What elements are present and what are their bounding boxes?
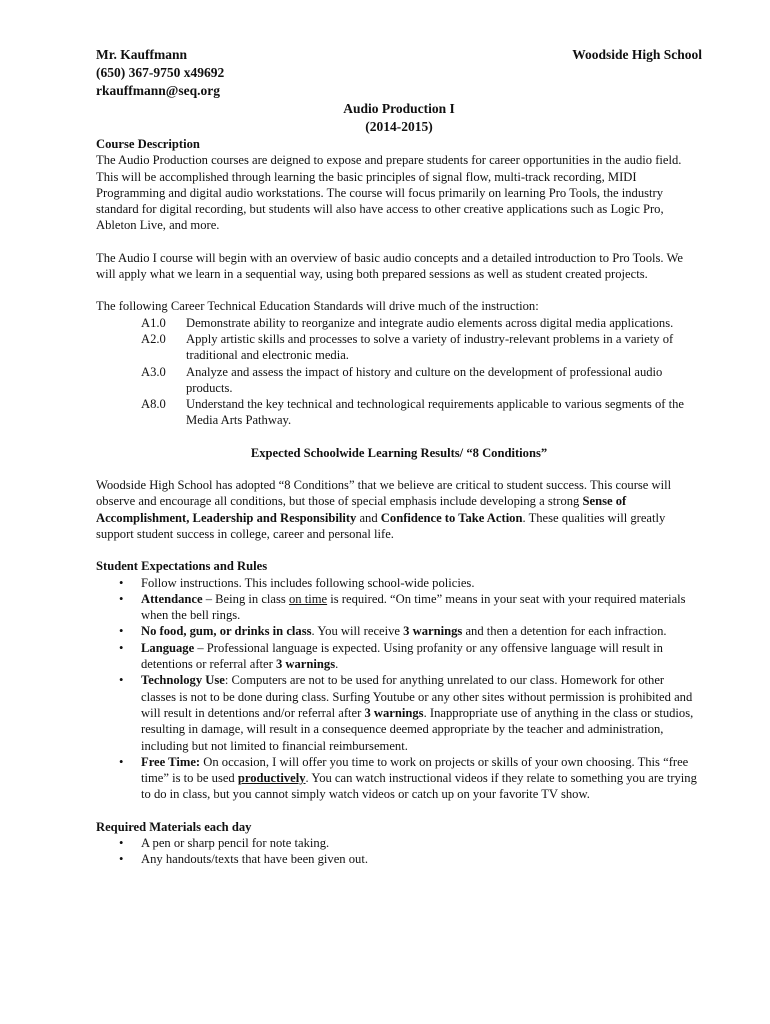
eslr-text-2: and [356,510,381,525]
eslr-heading: Expected Schoolwide Learning Results/ “8 Conditions” [250,445,548,460]
description-paragraph-2: The Audio I course will begin with an overview of basic audio concepts and a detailed introduction to Pro Tools. We will apply what we learn in a sequential way, using both prepared sessions as well as student created projects. [96,250,683,282]
eslr-emphasis-1: Sense of Accomplishment, Leadership and Responsibility [96,494,627,525]
rule-title: No food, gum, or drinks in class [141,624,312,639]
standard-code: A1.0 [141,315,166,330]
material-text: Any handouts/texts that have been given out. [141,852,368,867]
bullet-icon: • [119,852,124,867]
expectations-heading: Student Expectations and Rules [96,559,268,574]
rule-text: On occasion, I will offer you time to work on projects or skills of your own choosing. This “free time” is to be used [141,754,689,786]
list-item [96,672,702,753]
bullet-icon: • [119,575,124,590]
rule-title: Technology Use [141,673,225,688]
rule-text: . You can watch instructional videos if they relate to something you are trying to do in class, but you cannot simply watch videos or catch up on your favorite TV show. [141,771,697,802]
standard-text: Demonstrate ability to reorganize and integrate audio elements across digital media applications. [186,315,674,330]
teacher-phone: (650) 367-9750 x49692 [96,65,225,80]
bullet-icon: • [119,754,124,769]
rule-title: Language [141,640,195,655]
bullet-icon: • [119,591,124,606]
header-row [96,46,702,64]
rule-emphasis: 3 warnings [364,705,424,720]
rule-text: : Computers are not to be used for anything unrelated to our class. Homework for other classes is not to be done during class. Surfing Youtube or any other sites without permission is prohibited and will result in detentions and/or referral after [141,673,693,720]
school-name: Woodside High School [572,47,702,62]
eslr-emphasis-2: Confidence to Take Action [380,510,523,525]
description-paragraph-1: The Audio Production courses are deigned to expose and prepare students for career opportunities in the audio field. This will be accomplished through learning the basic principles of signal flow, multi-track recording, MIDI Programming and digital audio workstations. The course will focus primarily on learning Pro Tools, the industry standard for digital recording, but students will also have access to other creative applications such as Logic Pro, Ableton Live, and more. [96,153,682,233]
rule-text: . You will receive [311,624,404,639]
materials-list [96,835,702,868]
standard-text: Analyze and assess the impact of history and culture on the development of professional audio products. [186,364,663,395]
rule-text: Follow instructions. This includes following school-wide policies. [141,575,475,590]
rule-text: is required. “On time” means in your seat with your required materials when the bell rings. [141,591,686,623]
rule-emphasis: 3 warnings [275,657,336,672]
standard-text: Apply artistic skills and processes to solve a variety of industry-relevant problems in a variety of traditional and electronic media. [186,331,674,363]
list-item [96,851,702,867]
list-item [96,591,702,624]
rule-text: and then a detention for each infraction. [462,624,667,639]
standards-list [96,315,702,429]
bullet-icon: • [119,835,124,850]
rule-text: . [335,657,339,672]
teacher-email: rkauffmann@seq.org [96,83,220,98]
course-description-heading: Course Description [96,137,200,151]
rule-underlined: on time [288,591,328,606]
rule-emphasis: 3 warnings [403,624,463,639]
bullet-icon: • [119,624,124,639]
list-item [96,640,702,673]
bullet-icon: • [119,640,124,655]
rule-text: – Being in class [202,591,289,606]
course-title: Audio Production I [343,101,455,116]
rule-title: Free Time: [141,754,201,769]
standard-item [96,315,702,331]
rule-text: . Inappropriate use of anything in the class or studios, resulting in damage, will result in a consequence deemed appropriate by the teacher and administration, including but not limited to financial reimbursement. [141,705,694,753]
materials-heading: Required Materials each day [96,819,252,834]
eslr-text-1: Woodside High School has adopted “8 Conditions” that we believe are critical to student success. This course will observe and encourage all conditions, but those of special emphasis include developing a strong [96,478,672,509]
expectations-list [96,575,702,803]
list-item [96,623,702,639]
standard-text: Understand the key technical and technological requirements applicable to various segments of the Media Arts Pathway. [186,397,684,428]
list-item [96,575,702,591]
eslr-text-3: . These qualities will greatly support student success in college, career and personal life. [96,510,666,541]
standard-item [96,331,702,364]
rule-text: – Professional language is expected. Using profanity or any offensive language will result in detentions or referral after [141,640,663,672]
standard-code: A2.0 [141,331,166,346]
course-year: (2014-2015) [365,119,433,134]
list-item [96,754,702,803]
standard-code: A8.0 [141,397,166,412]
list-item [96,835,702,851]
standard-item [96,396,702,429]
material-text: A pen or sharp pencil for note taking. [141,835,330,850]
teacher-name: Mr. Kauffmann [96,47,188,62]
standards-intro: The following Career Technical Education Standards will drive much of the instruction: [96,299,539,314]
standard-code: A3.0 [141,364,166,379]
bullet-icon: • [119,673,124,688]
rule-emphasis: productively [237,771,306,786]
eslr-paragraph [96,477,702,542]
syllabus-page [96,46,702,868]
rule-title: Attendance [141,591,203,606]
standard-item [96,364,702,397]
